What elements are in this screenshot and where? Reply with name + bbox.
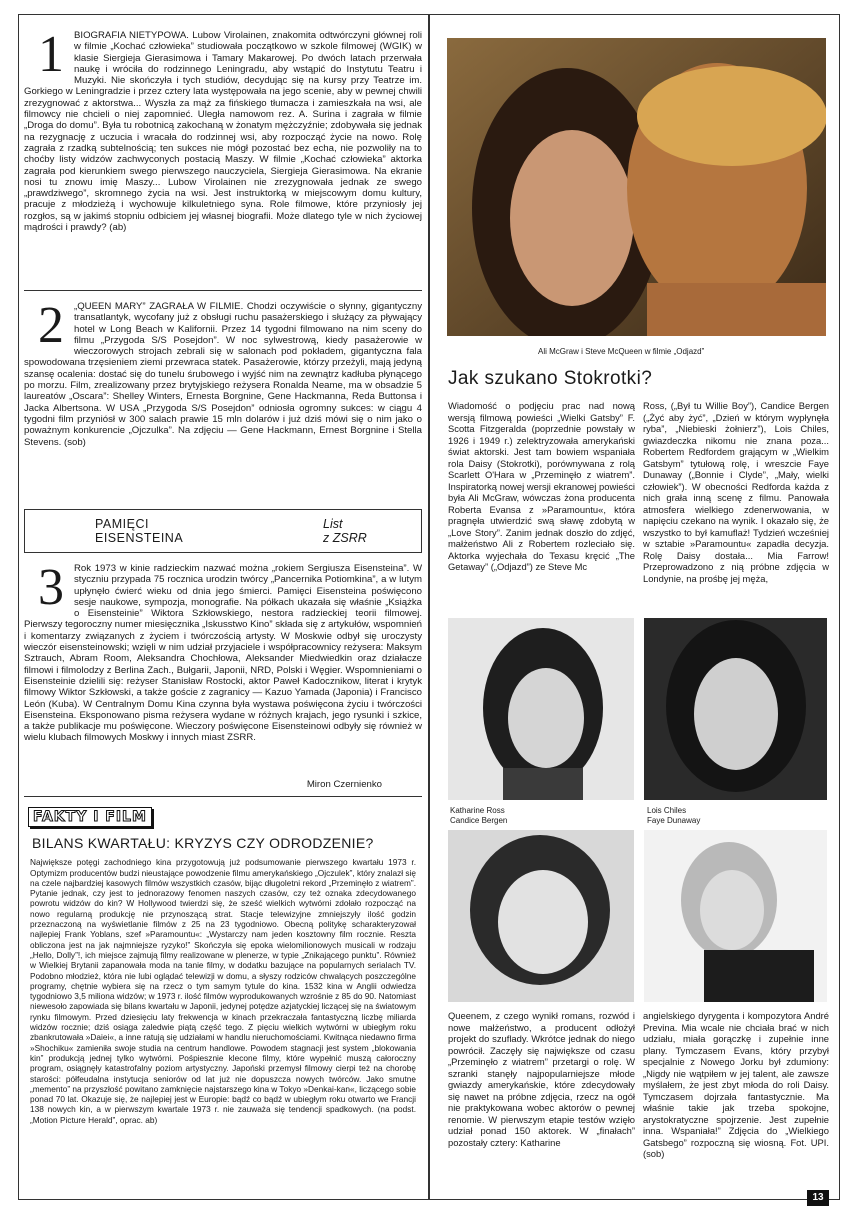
bilans-text: Największe potęgi zachodniego kina przygotowują już podsumowanie pierwszego kwartału 1973 r. Optymizm producentów budzi nieustające powodzenie filmu amerykańskiego „Ojczulek”, który znalazł się na czele najbardziej kasowych filmów wszystkich czasów, bijąc długoletni rekord „Przeminęło z wiatrem”. Pytanie jednak, czy jest to jednorazowy fenomen naszych czasów, czy też oznaka zdecydowanego powrotu widzów do kin? W Hollywood twierdzi się, że sześć wielkich wytwórni zdołało rozpocząć na nowo regularną produkcję nie przynoszącą strat. Stacje telewizyjne zmniejszyły ilość godzin przeznaczoną na wyświetlanie filmów z 25 na 23 tygodniowo. Obecną politykę scharakteryzował najlepiej Frank Yoblans, szef »Paramountu«: „Wystarczy nam jeden kosztowny film rocznie. Reszta obliczona jest na jak najmniejsze ryzyko!” Skończyła się epoka wielomilionowych musicali w rodzaju „Hello, Dolly”!, ich miejsce zajmują filmy realizowane w plenerze, w typie „Znikającego punktu”. Również w Wielkiej Brytanii zapanowała moda na tanie filmy, w dodatku bazujące na popularnych serialach TV. Podobno młodzież, która nie lubi oglądać telewizji w domu, a słyszy rodziców chwalących poszczególne programy, chętnie wybiera się na rzecz o tym samym tytule do kina. 1532 kina w Anglii odwiedza tygodniowo 3,5 miliona widzów; w 1973 r. ilość filmów wyprodukowanych wzrośnie z 85 do 90. Natomiast niewesoło zapowiada się bilans kwartału w Japonii, jedynej potędze azjatyckiej liczącej się na światowym rynku filmowym. Przed dziesięciu laty frekwencja w kinach przekraczała fantastyczną liczbę miliarda widzów rocznie; dziś osiąga zaledwie piątą część tego. Z pięciu wielkich wytwórni w ubiegłym roku zbankrutowała »Daiei«, a inne ratują się udziałami w handlu nieruchomościami. Kwitnąca niedawno firma »Shochiku« zamieniła swoje studia na centrum handlowe. Powodem stagnacji jest system „blokowania kin” produkcją jednej tylko wytwórni. Pośpiesznie klecone filmy, które wypełnić muszą całoroczny program, osiągnęły katastrofalny poziom artystyczny. Japoński przemysł filmowy cierpi też na chorobę starości: półfeudalna instytucja seniorów od lat już nie dopuszcza nowych twórców. Jako smutne „memento” na przyszłość powitano zamknięcie najstarszego kina w Tokyo »Denkai-kan«, liczącego sobie ponad 70 lat. Okazuje się, że najlepiej jest w Europie: bądź co bądź w ubiegłym roku otwarto we Francji 138 nowych kin, a w pierwszym kwartale 1973 r. nie zauważa się tendencji spadkowych. (na podst. „Motion Picture Herald”, oprac. ab)	[30, 857, 417, 1125]
section-text: BIOGRAFIA NIETYPOWA. Lubow Virolainen, znakomita odtwórczyni głównej roli w filmie „Kochać człowieka” studiowała początkowo w szkole filmowej (WGIK) w klasie Siergieja Gierasimowa i Tamary Makarowej. Po dwóch latach przerwała naukę i wróciła do rodzinnego Leningradu, aby wstąpić do Instytutu Teatru i Muzyki. Nie skończyła i tych studiów, decydując się na kursy przy Teatrze im. Gorkiego w Leningradzie i przez cztery lata występowała na jego scenie, aby w pewnej chwili zrezygnować z aktorstwa... Wyszła za mąż za fińskiego tłumacza i zamieszkała na wsi, ale filmowcy nie chcieli o niej zapomnieć. Uległa namowom rez. A. Surina i zagrała w filmie „Droga do domu”. Była tu robotnicą zakochaną w żonatym mężczyźnie; zdobywała się jednak na rezygnację z uczucia i wracała do rodzinnej wsi, aby rozpocząć życie na nowo. Rolę zagrała z rzadką subtelnością; ten sukces nie mógł pozostać bez echa, nie pozwoliły na to choćby listy widzów zachwyconych postacią Maszy. W filmie „Kochać człowieka” aktorka zagrała pod kierunkiem swego pierwszego nauczyciela, Siergieja Gierasimowa. Na ekranie nosi tu znowu imię Maszy... Lubow Virolainen nie zrezygnowała jednak ze swego „prawdziwego”, skromnego życia na wsi. Jest instruktorką w miejscowym domu kultury, pracuje z młodzieżą i wychowuje kilkuletniego syna. Role filmowe, które przyniosły jej rozgłos, są w jakimś stopniu odbiciem jej własnej biografii. Może dlatego tyle w nich życiowej mądrości i prawdy? (ab)	[24, 30, 422, 234]
eisenstein-header-box	[24, 509, 422, 553]
caption-left: Katharine Ross Candice Bergen	[450, 806, 508, 825]
text-col-2: Ross, („Był tu Willie Boy”), Candice Bergen („Żyć aby żyć”, „Dzień w którym wypłynęła ryba”, „Niebieski żołnierz”), Lois Chiles, gwiazdeczka nikomu nie znana poza... Robertem Redfordem grającym w „Wielkim Gatsbym” tytułową rolę, i wreszcie Faye Dunaway („Bonnie i Clyde”, „Mały, wielki człowiek”). W obecności Redforda każda z nich grała inną scenę z filmu. Panowała atmosfera wielkiego zdenerwowania, w napięciu czekano na wynik. I okazało się, że wszystko to był kamuflaż! Tydzień wcześniej w sztabie »Paramountu« zapadła decyzja. Rolę Daisy dostała... Mia Farrow! Przeprowadzono z nią próbne zdjęcia w Londynie, na prośbę jej męża,	[643, 400, 829, 584]
section-3	[24, 563, 422, 777]
section-text: Rok 1973 w kinie radzieckim nazwać można „rokiem Sergiusza Eisensteina”. W styczniu przypada 75 rocznica urodzin twórcy „Pancernika Potiomkina”, a w lutym upłynęło ćwierć wieku od dnia jego śmierci. Pamięci Eisensteina poświęcono sesje naukowe, sympozja, monografie. Na półkach ukazała się właśnie „Książka o Eisensteinie” Wiktora Szkłowskiego, nestora radzieckiej teorii filmowej. Pierwszy tegoroczny numer miesięcznika „Iskusstwo Kino” składa się z artykułów, wspomnień i komentarzy związanych z życiem i twórczością artysty. W Moskwie odbył się uroczysty wieczór eisensteinowski; wzięli w nim udział przyjaciele i współpracownicy reżysera: Maksym Sztrauch, Abram Room, Aleksandra Chochłowa, Aleksander Miedwiedkin oraz działacze filmowi i filmolodzy z Berlina Zach., Bułgarii, Japonii, NRD, Polski i Węgier. Wspomnieniami o Eisensteinie dzielili się: reżyser Stanisław Rostocki, aktor Paweł Kadocznikow, literat i krytyk filmowy Wiktor Szkłowski, a także goście z zagranicy — Kazuo Yamada (Japonia) i Francisco León (Kuba). W Centralnym Domu Kina czynna była wystawa poświęcona życiu i twórczości Eisensteina. Eksponowano pisma reżysera wydane w różnych krajach, jego rysunki i szkice, a także publikacje mu poświęcone. Wieczory poświęcone Eisensteinowi odbyły się również w wielu klubach filmowych Moskwy i innych miast ZSRR.	[24, 563, 422, 744]
text-col-4: angielskiego dyrygenta i kompozytora André Previna. Mia wcale nie chciała brać w nich udziału, miała gorączkę i zupełnie inne plany. Tymczasem Evans, który przybył specjalnie z Nowego Jorku był zdumiony: „Nigdy nie wątpiłem w jej talent, ale zawsze myślałem, że jest zbyt młoda do roli Daisy. Tymczasem dojrzała fantastycznie. Ma właśnie takie jak trzeba spokojne, arystokratyczne spojrzenie. Jest zupełnie inna. Wspaniała!” Zdjęcia do „Wielkiego Gatsbego” rozpoczną się wiosną. Fot. UPI. (sob)	[643, 1010, 829, 1159]
left-column	[24, 30, 422, 1159]
top-photo-caption: Ali McGraw i Steve McQueen w filmie „Odjazd”	[538, 347, 705, 356]
headline: Jak szukano Stokrotki?	[448, 368, 653, 389]
section-number: 3	[38, 563, 64, 616]
section-2	[24, 301, 422, 501]
divider	[24, 796, 422, 797]
photo-candice-bergen	[448, 830, 634, 1002]
caption-right: Lois Chiles Faye Dunaway	[647, 806, 701, 825]
divider	[24, 290, 422, 291]
signature: Miron Czernienko	[306, 779, 382, 790]
section-1	[24, 30, 422, 274]
text-col-3: Queenem, z czego wynikł romans, rozwód i nowe małżeństwo, a producent odłożył projekt do szuflady. Wkrótce jednak do niego powrócił. Zaczęły się największe od czasu „Przeminęło z wiatrem” przetargi o rolę. W szranki stanęły najpopularniejsze młode gwiazdy amerykańskie, które zdecydowały się nawet na próbne zdjęcia, rzecz na ogół nie praktykowana wobec aktorów o pewnej renomie. W pierwszym etapie testów wzięło udział ponad 150 aktorek. W „finałach” pozostały cztery: Katharine	[448, 1010, 635, 1148]
section-number: 1	[38, 30, 64, 83]
photo-lois-chiles	[644, 618, 827, 800]
photo-mcgraw-mcqueen	[447, 38, 826, 336]
bilans-title: BILANS KWARTAŁU: KRYZYS CZY ODRODZENIE?	[32, 835, 374, 852]
column-divider	[428, 14, 430, 1200]
fakty-i-film-logo: FAKTY I FILM	[28, 807, 152, 827]
box-title: PAMIĘCI EISENSTEINA	[95, 517, 184, 545]
text-col-1: Wiadomość o podjęciu prac nad nową wersją filmową powieści „Wielki Gatsby” F. Scotta Fitzgeralda (poprzednie powstały w 1926 i 1949 r.) zelektryzowała amerykański świat aktorski. Jest tam bowiem wspaniała rola Daisy (Stokrotki), porównywana z rolą Scarlett O'Hara w „Przeminęło z wiatrem”. Inspiratorką nowej wersji ekranowej powieści była Ali McGraw, wówczas żona producenta Roberta Evansa z »Paramountu«, która pragnęła utwierdzić swą sławę zdobytą w „Love Story”. Zanim jednak doszło do zdjęć, małżeństwo Ali z Robertem rozleciało się. Aktorka wyjechała do Texasu kręcić „The Getaway” („Odjazd”) ze Steve Mc	[448, 400, 635, 572]
photo-katharine-ross	[448, 618, 634, 800]
box-subtitle: List z ZSRR	[323, 517, 367, 545]
page-number: 13	[807, 1190, 829, 1206]
photo-faye-dunaway	[644, 830, 827, 1002]
section-number: 2	[38, 301, 64, 354]
section-text: „QUEEN MARY” ZAGRAŁA W FILMIE. Chodzi oczywiście o słynny, gigantyczny transatlantyk, wycofany już z obsługi ruchu pasażerskiego i służący za pływający hotel w Long Beach w Kalifornii. Przez 14 tygodni filmowano na nim sceny do filmu „Przygoda S/S Posejdon”. W noc sylwestrową, kiedy pasażerowie w wieczorowych strojach zebrali się w salonach pod pokładem, gigantyczna fala spowodowana trzęsieniem ziemi przewraca statek. Pasażerowie, którzy przeżyli, mają jedyną szansę ocalenia: dostać się do tunelu śrubowego i wyjść nim na zewnątrz kadłuba płynącego po morzu. Film, zrealizowany przez brytyjskiego reżysera Ronalda Neame, ma w obsadzie 5 laureatów „Oscara”: Shelley Winters, Ernesta Borgnine, Gene Hackmanna, Reda Buttonsa i Jacka Albertsona. W USA „Przygoda S/S Posejdon” odniosła ogromny sukces: w ciągu 4 tygodni film przyniósł w 300 salach prawie 15 mln dolarów i już dziś mówi się o nim jako o poważnym konkurencie „Ojczulka”. Na zdjęciu — Gene Hackmann, Ernest Borgnine i Stella Stevens. (sob)	[24, 301, 422, 448]
